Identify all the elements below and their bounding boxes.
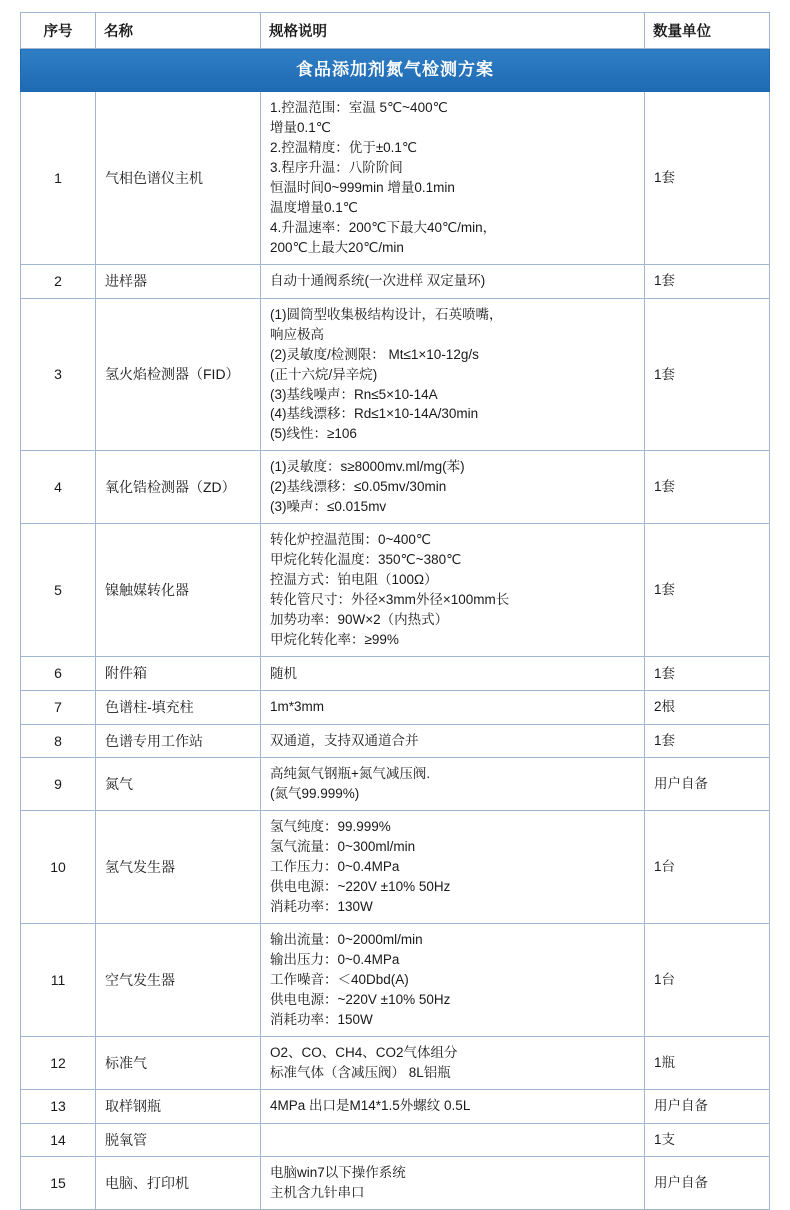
- spec-line: 甲烷化转化率：≥99%: [270, 632, 399, 648]
- cell-qty: 1套: [645, 92, 770, 265]
- cell-no: 1: [21, 92, 96, 265]
- cell-no: 15: [21, 1157, 96, 1210]
- cell-qty: 2根: [645, 690, 770, 724]
- cell-name: 脱氧管: [96, 1123, 261, 1157]
- cell-qty: 用户自备: [645, 1157, 770, 1210]
- table-row: [21, 811, 770, 924]
- column-header-no: 序号: [21, 13, 96, 49]
- spec-line: 4.升温速率：200℃下最大40℃/min，: [270, 219, 497, 235]
- cell-no: 5: [21, 524, 96, 657]
- column-header-name: 名称: [96, 13, 261, 49]
- table-body: [21, 92, 770, 1210]
- cell-spec: [261, 690, 645, 724]
- cell-no: 2: [21, 264, 96, 298]
- table-row: [21, 657, 770, 691]
- cell-spec: [261, 524, 645, 657]
- cell-no: 13: [21, 1089, 96, 1123]
- spec-line: 消耗功率：150W: [270, 1011, 373, 1027]
- spec-line: 输出流量：0~2000ml/min: [270, 932, 423, 948]
- cell-name: 氮气: [96, 758, 261, 811]
- cell-name: 镍触媒转化器: [96, 524, 261, 657]
- cell-no: 4: [21, 451, 96, 524]
- cell-name: 附件箱: [96, 657, 261, 691]
- cell-qty: 1套: [645, 524, 770, 657]
- cell-no: 6: [21, 657, 96, 691]
- table-row: [21, 724, 770, 758]
- spec-line: 工作噪音：＜40Dbd(A): [270, 972, 409, 987]
- document-title: 食品添加剂氮气检测方案: [21, 49, 770, 92]
- table-title-bar: [21, 49, 770, 92]
- spec-line: (5)线性：≥106: [270, 426, 357, 442]
- spec-line: (2)灵敏度/检测限： Mt≤1×10-12g/s: [270, 346, 479, 362]
- table-row: [21, 92, 770, 265]
- spec-line: 消耗功率：130W: [270, 899, 373, 915]
- spec-line: 1.控温范围：室温 5℃~400℃: [270, 100, 448, 116]
- cell-name: 取样钢瓶: [96, 1089, 261, 1123]
- spec-line: 标准气体（含减压阀） 8L铝瓶: [270, 1064, 451, 1080]
- cell-qty: 1套: [645, 451, 770, 524]
- cell-spec: [261, 1123, 645, 1157]
- table-row: [21, 1036, 770, 1089]
- cell-qty: 1支: [645, 1123, 770, 1157]
- spec-line: (氮气99.999%): [270, 786, 360, 802]
- spec-line: 转化管尺寸：外径×3mm外径×100mm长: [270, 592, 510, 608]
- spec-line: (3)基线噪声：Rn≤5×10-14A: [270, 386, 438, 402]
- cell-no: 10: [21, 811, 96, 924]
- cell-name: 氧化锆检测器（ZD）: [96, 451, 261, 524]
- cell-no: 9: [21, 758, 96, 811]
- cell-name: 氢火焰检测器（FID）: [96, 298, 261, 451]
- spec-line: (2)基线漂移：≤0.05mv/30min: [270, 479, 447, 495]
- table-row: [21, 451, 770, 524]
- spec-line: O2、CO、CH4、CO2气体组分: [270, 1044, 458, 1060]
- cell-qty: 1台: [645, 811, 770, 924]
- cell-spec: [261, 657, 645, 691]
- spec-line: 控温方式：铂电阻（100Ω）: [270, 572, 438, 588]
- cell-qty: 1套: [645, 298, 770, 451]
- spec-line: 加势功率：90W×2（内热式）: [270, 612, 449, 628]
- spec-line: 甲烷化转化温度：350℃~380℃: [270, 552, 462, 568]
- spec-line: 随机: [270, 665, 297, 681]
- spec-line: (正十六烷/异辛烷): [270, 366, 378, 382]
- table-row: [21, 924, 770, 1037]
- cell-qty: 1套: [645, 657, 770, 691]
- cell-name: 进样器: [96, 264, 261, 298]
- spec-line: 温度增量0.1℃: [270, 200, 358, 215]
- cell-spec: [261, 724, 645, 758]
- cell-name: 氢气发生器: [96, 811, 261, 924]
- spec-line: 自动十通阀系统(一次进样 双定量环): [270, 273, 486, 289]
- spec-line: 响应极高: [270, 326, 324, 342]
- cell-spec: [261, 1036, 645, 1089]
- spec-line: 输出压力：0~0.4MPa: [270, 952, 400, 968]
- cell-no: 11: [21, 924, 96, 1037]
- spec-line: 主机含九针串口: [270, 1185, 365, 1201]
- cell-spec: [261, 1157, 645, 1210]
- table-row: [21, 1089, 770, 1123]
- table-row: [21, 758, 770, 811]
- table-row: [21, 524, 770, 657]
- spec-line: 恒温时间0~999min 增量0.1min: [270, 180, 455, 196]
- cell-spec: [261, 298, 645, 451]
- cell-no: 12: [21, 1036, 96, 1089]
- spec-line: 供电电源：~220V ±10% 50Hz: [270, 879, 451, 895]
- spec-line: 增量0.1℃: [270, 120, 331, 136]
- table-row: [21, 1123, 770, 1157]
- cell-no: 8: [21, 724, 96, 758]
- cell-name: 空气发生器: [96, 924, 261, 1037]
- spec-line: 供电电源：~220V ±10% 50Hz: [270, 991, 451, 1007]
- specification-table: [20, 12, 770, 1210]
- cell-no: 14: [21, 1123, 96, 1157]
- table-row: [21, 264, 770, 298]
- spec-line: (3)噪声：≤0.015mv: [270, 499, 387, 515]
- cell-name: 色谱柱-填充柱: [96, 690, 261, 724]
- column-header-qty: 数量单位: [645, 13, 770, 49]
- cell-spec: [261, 758, 645, 811]
- spec-line: 2.控温精度：优于±0.1℃: [270, 140, 418, 156]
- cell-no: 3: [21, 298, 96, 451]
- cell-qty: 用户自备: [645, 758, 770, 811]
- cell-name: 色谱专用工作站: [96, 724, 261, 758]
- spec-line: 高纯氮气钢瓶+氮气减压阀.: [270, 766, 431, 782]
- spec-line: 电脑win7以下操作系统: [270, 1165, 406, 1181]
- cell-qty: 1瓶: [645, 1036, 770, 1089]
- cell-spec: [261, 811, 645, 924]
- cell-name: 标准气: [96, 1036, 261, 1089]
- cell-spec: [261, 924, 645, 1037]
- spec-line: 工作压力：0~0.4MPa: [270, 859, 400, 875]
- cell-qty: 1套: [645, 264, 770, 298]
- spec-line: (1)灵敏度：s≥8000mv.ml/mg(苯): [270, 459, 465, 475]
- cell-spec: [261, 264, 645, 298]
- spec-line: (4)基线漂移：Rd≤1×10-14A/30min: [270, 406, 479, 422]
- cell-no: 7: [21, 690, 96, 724]
- spec-line: 1m*3mm: [270, 699, 325, 715]
- cell-spec: [261, 1089, 645, 1123]
- cell-qty: 1套: [645, 724, 770, 758]
- spec-line: (1)圆筒型收集极结构设计，石英喷嘴，: [270, 306, 503, 322]
- spec-line: 氢气纯度：99.999%: [270, 819, 391, 835]
- spec-line: 4MPa 出口是M14*1.5外螺纹 0.5L: [270, 1098, 471, 1114]
- spec-line: 3.程序升温：八阶阶间: [270, 160, 403, 176]
- cell-spec: [261, 92, 645, 265]
- table-header-row: [21, 13, 770, 49]
- spec-line: 氢气流量：0~300ml/min: [270, 839, 416, 855]
- cell-spec: [261, 451, 645, 524]
- cell-name: 气相色谱仪主机: [96, 92, 261, 265]
- spec-line: 200℃上最大20℃/min: [270, 239, 404, 255]
- cell-qty: 用户自备: [645, 1089, 770, 1123]
- column-header-spec: 规格说明: [261, 13, 645, 49]
- table-row: [21, 1157, 770, 1210]
- cell-qty: 1台: [645, 924, 770, 1037]
- table-row: [21, 298, 770, 451]
- spec-line: 双通道，支持双通道合并: [270, 732, 419, 748]
- cell-name: 电脑、打印机: [96, 1157, 261, 1210]
- spec-line: 转化炉控温范围：0~400℃: [270, 532, 432, 548]
- table-row: [21, 690, 770, 724]
